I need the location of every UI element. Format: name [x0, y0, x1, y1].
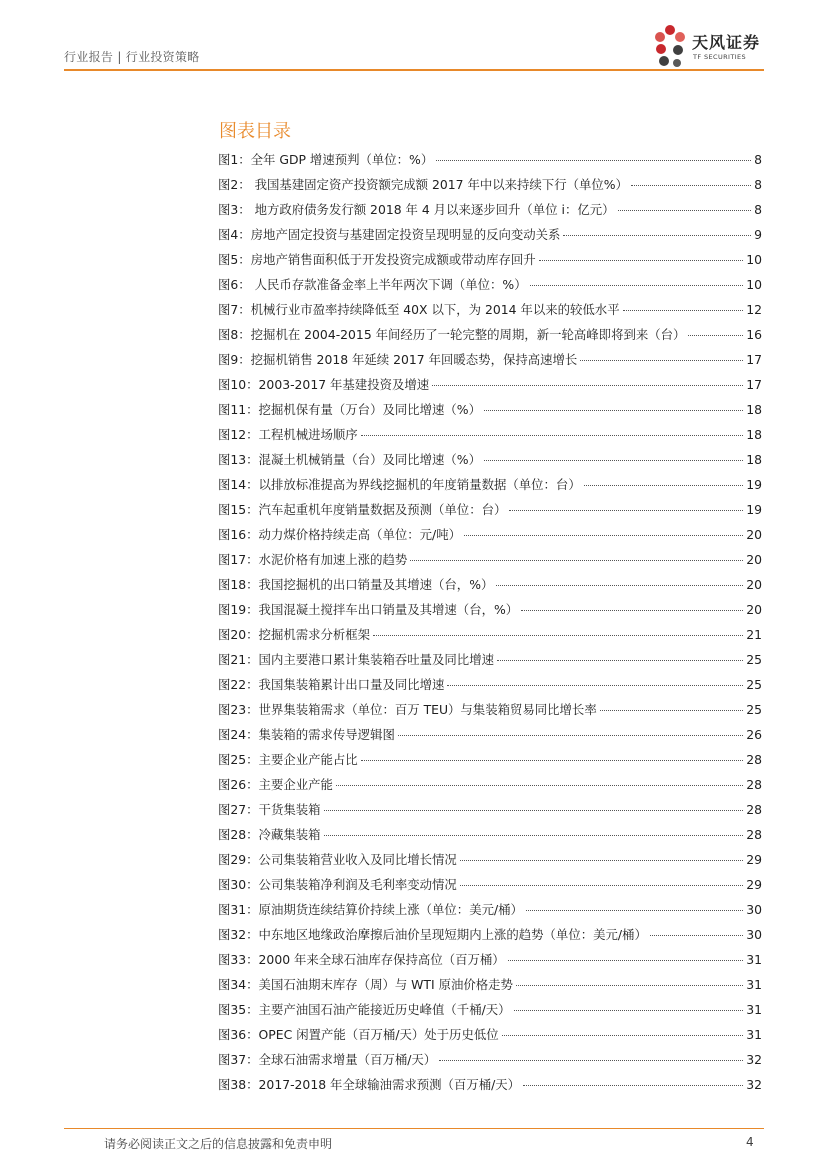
toc-entry-label: 图8：挖掘机在 2004-2015 年间经历了一轮完整的周期，新一轮高峰即将到来（台） [218, 327, 686, 342]
toc-entry[interactable] [218, 672, 762, 697]
toc-entry-label: 图21：国内主要港口累计集装箱吞吐量及同比增速 [218, 652, 494, 667]
toc-entry[interactable] [218, 372, 762, 397]
toc-entry-page: 28 [746, 777, 762, 792]
toc-dot-leader [521, 610, 743, 611]
toc-entry[interactable] [218, 347, 762, 372]
logo-english-name: TF SECURITIES [693, 53, 747, 61]
toc-dot-leader [460, 885, 743, 886]
toc-entry-page: 16 [746, 327, 762, 342]
toc-entry-label: 图4：房地产固定投资与基建固定投资呈现明显的反向变动关系 [218, 227, 561, 242]
toc-dot-leader [496, 585, 743, 586]
toc-dot-leader [447, 685, 743, 686]
toc-entry-page: 20 [746, 602, 762, 617]
toc-entry[interactable] [218, 422, 762, 447]
toc-entry[interactable] [218, 1072, 762, 1097]
toc-dot-leader [460, 860, 743, 861]
toc-dot-leader [580, 360, 743, 361]
toc-entry-page: 9 [754, 227, 762, 242]
toc-entry-page: 17 [746, 352, 762, 367]
toc-entry-label: 图7：机械行业市盈率持续降低至 40X 以下，为 2014 年以来的较低水平 [218, 302, 620, 317]
toc-entry-page: 30 [746, 927, 762, 942]
toc-entry-label: 图31：原油期货连续结算价持续上涨（单位：美元/桶） [218, 902, 523, 917]
toc-entry-label: 图28：冷藏集装箱 [218, 827, 321, 842]
report-breadcrumb: 行业报告 | 行业投资策略 [64, 50, 200, 64]
toc-entry-page: 30 [746, 902, 762, 917]
toc-entry-label: 图35：主要产油国石油产能接近历史峰值（千桶/天） [218, 1002, 511, 1017]
toc-entry[interactable] [218, 197, 762, 222]
toc-entry-page: 8 [754, 177, 762, 192]
footer-disclaimer: 请务必阅读正文之后的信息披露和免责申明 [104, 1137, 333, 1151]
toc-dot-leader [523, 1085, 743, 1086]
toc-entry-page: 18 [746, 402, 762, 417]
toc-entry-label: 图22：我国集装箱累计出口量及同比增速 [218, 677, 445, 692]
flower-logo-icon [650, 22, 690, 70]
toc-dot-leader [484, 460, 743, 461]
toc-dot-leader [373, 635, 743, 636]
toc-entry-label: 图24：集装箱的需求传导逻辑图 [218, 727, 395, 742]
toc-entry-page: 20 [746, 527, 762, 542]
toc-entry-label: 图1：全年 GDP 增速预判（单位：%） [218, 152, 434, 167]
toc-dot-leader [324, 810, 744, 811]
toc-entry[interactable] [218, 222, 762, 247]
toc-dot-leader [324, 835, 744, 836]
toc-entry[interactable] [218, 297, 762, 322]
toc-entry-page: 18 [746, 452, 762, 467]
toc-entry-page: 8 [754, 152, 762, 167]
toc-entry[interactable] [218, 147, 762, 172]
footer-page-number: 4 [746, 1135, 754, 1149]
toc-dot-leader [410, 560, 743, 561]
toc-dot-leader [623, 310, 744, 311]
toc-entry-page: 32 [746, 1077, 762, 1092]
toc-entry[interactable] [218, 597, 762, 622]
toc-entry[interactable] [218, 797, 762, 822]
toc-entry-label: 图12：工程机械进场顺序 [218, 427, 358, 442]
toc-entry-label: 图13：混凝土机械销量（台）及同比增速（%） [218, 452, 481, 467]
toc-entry[interactable] [218, 972, 762, 997]
toc-entry-page: 19 [746, 502, 762, 517]
toc-entry[interactable] [218, 922, 762, 947]
toc-entry-page: 31 [746, 1002, 762, 1017]
toc-dot-leader [526, 910, 743, 911]
toc-entry-label: 图11：挖掘机保有量（万台）及同比增速（%） [218, 402, 481, 417]
toc-entry-page: 17 [746, 377, 762, 392]
toc-entry-page: 28 [746, 802, 762, 817]
toc-entry-page: 25 [746, 652, 762, 667]
toc-entry-page: 28 [746, 827, 762, 842]
toc-dot-leader [509, 510, 743, 511]
toc-list [218, 147, 762, 1097]
toc-entry[interactable] [218, 522, 762, 547]
toc-dot-leader [631, 185, 751, 186]
toc-dot-leader [514, 1010, 744, 1011]
toc-entry[interactable] [218, 172, 762, 197]
toc-dot-leader [584, 485, 744, 486]
toc-entry[interactable] [218, 747, 762, 772]
toc-dot-leader [508, 960, 744, 961]
toc-entry-label: 图3： 地方政府债务发行额 2018 年 4 月以来逐步回升（单位 i：亿元） [218, 202, 615, 217]
toc-entry-page: 28 [746, 752, 762, 767]
toc-dot-leader [361, 435, 744, 436]
toc-entry[interactable] [218, 322, 762, 347]
toc-entry-label: 图25：主要企业产能占比 [218, 752, 358, 767]
toc-entry-label: 图26：主要企业产能 [218, 777, 333, 792]
toc-entry-page: 12 [746, 302, 762, 317]
toc-entry-label: 图30：公司集装箱净利润及毛利率变动情况 [218, 877, 457, 892]
toc-entry-label: 图18：我国挖掘机的出口销量及其增速（台，%） [218, 577, 494, 592]
toc-entry-page: 25 [746, 677, 762, 692]
toc-dot-leader [436, 160, 751, 161]
toc-dot-leader [516, 985, 743, 986]
toc-entry-label: 图34：美国石油期末库存（周）与 WTI 原油价格走势 [218, 977, 513, 992]
toc-entry[interactable] [218, 772, 762, 797]
toc-entry-page: 29 [746, 852, 762, 867]
toc-entry-page: 26 [746, 727, 762, 742]
toc-entry-label: 图14：以排放标准提高为界线挖掘机的年度销量数据（单位：台） [218, 477, 581, 492]
toc-entry-page: 19 [746, 477, 762, 492]
toc-entry-page: 18 [746, 427, 762, 442]
toc-dot-leader [618, 210, 752, 211]
toc-entry-label: 图29：公司集装箱营业收入及同比增长情况 [218, 852, 457, 867]
toc-entry-label: 图15：汽车起重机年度销量数据及预测（单位：台） [218, 502, 507, 517]
toc-entry-label: 图23：世界集装箱需求（单位：百万 TEU）与集装箱贸易同比增长率 [218, 702, 597, 717]
footer-divider [64, 1128, 764, 1129]
toc-entry-page: 20 [746, 552, 762, 567]
toc-entry-label: 图6： 人民币存款准备金率上半年两次下调（单位：%） [218, 277, 527, 292]
toc-entry[interactable] [218, 947, 762, 972]
toc-dot-leader [650, 935, 743, 936]
toc-entry[interactable] [218, 547, 762, 572]
toc-entry-label: 图27：干货集装箱 [218, 802, 321, 817]
toc-entry-label: 图20：挖掘机需求分析框架 [218, 627, 371, 642]
toc-entry-label: 图5：房地产销售面积低于开发投资完成额或带动库存回升 [218, 252, 536, 267]
toc-entry[interactable] [218, 272, 762, 297]
toc-dot-leader [361, 760, 744, 761]
toc-entry-label: 图33：2000 年来全球石油库存保持高位（百万桶） [218, 952, 505, 967]
toc-entry-label: 图17：水泥价格有加速上涨的趋势 [218, 552, 408, 567]
toc-entry[interactable] [218, 622, 762, 647]
toc-entry-page: 31 [746, 952, 762, 967]
toc-entry-page: 21 [746, 627, 762, 642]
toc-dot-leader [439, 1060, 743, 1061]
toc-dot-leader [600, 710, 744, 711]
company-logo [650, 22, 780, 70]
toc-entry[interactable] [218, 472, 762, 497]
toc-entry-label: 图37：全球石油需求增量（百万桶/天） [218, 1052, 437, 1067]
toc-entry[interactable] [218, 447, 762, 472]
toc-entry-page: 10 [746, 277, 762, 292]
toc-dot-leader [398, 735, 743, 736]
toc-entry-label: 图10：2003-2017 年基建投资及增速 [218, 377, 430, 392]
toc-entry-page: 32 [746, 1052, 762, 1067]
toc-entry[interactable] [218, 822, 762, 847]
logo-chinese-name: 天风证券 [692, 33, 761, 52]
toc-title: 图表目录 [219, 121, 291, 142]
toc-entry[interactable] [218, 247, 762, 272]
toc-entry[interactable] [218, 722, 762, 747]
toc-dot-leader [432, 385, 743, 386]
toc-entry-page: 10 [746, 252, 762, 267]
toc-dot-leader [563, 235, 751, 236]
toc-entry-label: 图9：挖掘机销售 2018 年延续 2017 年回暖态势，保持高速增长 [218, 352, 578, 367]
toc-entry[interactable] [218, 897, 762, 922]
toc-dot-leader [539, 260, 744, 261]
toc-entry[interactable] [218, 997, 762, 1022]
toc-dot-leader [497, 660, 743, 661]
toc-dot-leader [336, 785, 743, 786]
toc-entry-page: 8 [754, 202, 762, 217]
toc-dot-leader [502, 1035, 744, 1036]
toc-entry-label: 图38：2017-2018 年全球输油需求预测（百万桶/天） [218, 1077, 521, 1092]
toc-entry[interactable] [218, 497, 762, 522]
toc-entry-page: 31 [746, 977, 762, 992]
toc-entry-page: 29 [746, 877, 762, 892]
toc-entry-label: 图19：我国混凝土搅拌车出口销量及其增速（台，%） [218, 602, 519, 617]
toc-entry[interactable] [218, 1047, 762, 1072]
toc-entry-page: 20 [746, 577, 762, 592]
toc-entry-page: 31 [746, 1027, 762, 1042]
toc-entry[interactable] [218, 847, 762, 872]
toc-dot-leader [484, 410, 743, 411]
toc-entry[interactable] [218, 647, 762, 672]
toc-entry[interactable] [218, 572, 762, 597]
toc-entry-label: 图36：OPEC 闲置产能（百万桶/天）处于历史低位 [218, 1027, 499, 1042]
toc-entry-label: 图2： 我国基建固定资产投资额完成额 2017 年中以来持续下行（单位%） [218, 177, 628, 192]
toc-dot-leader [688, 335, 743, 336]
toc-entry-page: 25 [746, 702, 762, 717]
toc-entry-label: 图16：动力煤价格持续走高（单位：元/吨） [218, 527, 461, 542]
toc-entry[interactable] [218, 397, 762, 422]
toc-entry[interactable] [218, 697, 762, 722]
toc-entry[interactable] [218, 1022, 762, 1047]
toc-entry[interactable] [218, 872, 762, 897]
toc-entry-label: 图32：中东地区地缘政治摩擦后油价呈现短期内上涨的趋势（单位：美元/桶） [218, 927, 647, 942]
toc-dot-leader [464, 535, 743, 536]
toc-dot-leader [530, 285, 744, 286]
